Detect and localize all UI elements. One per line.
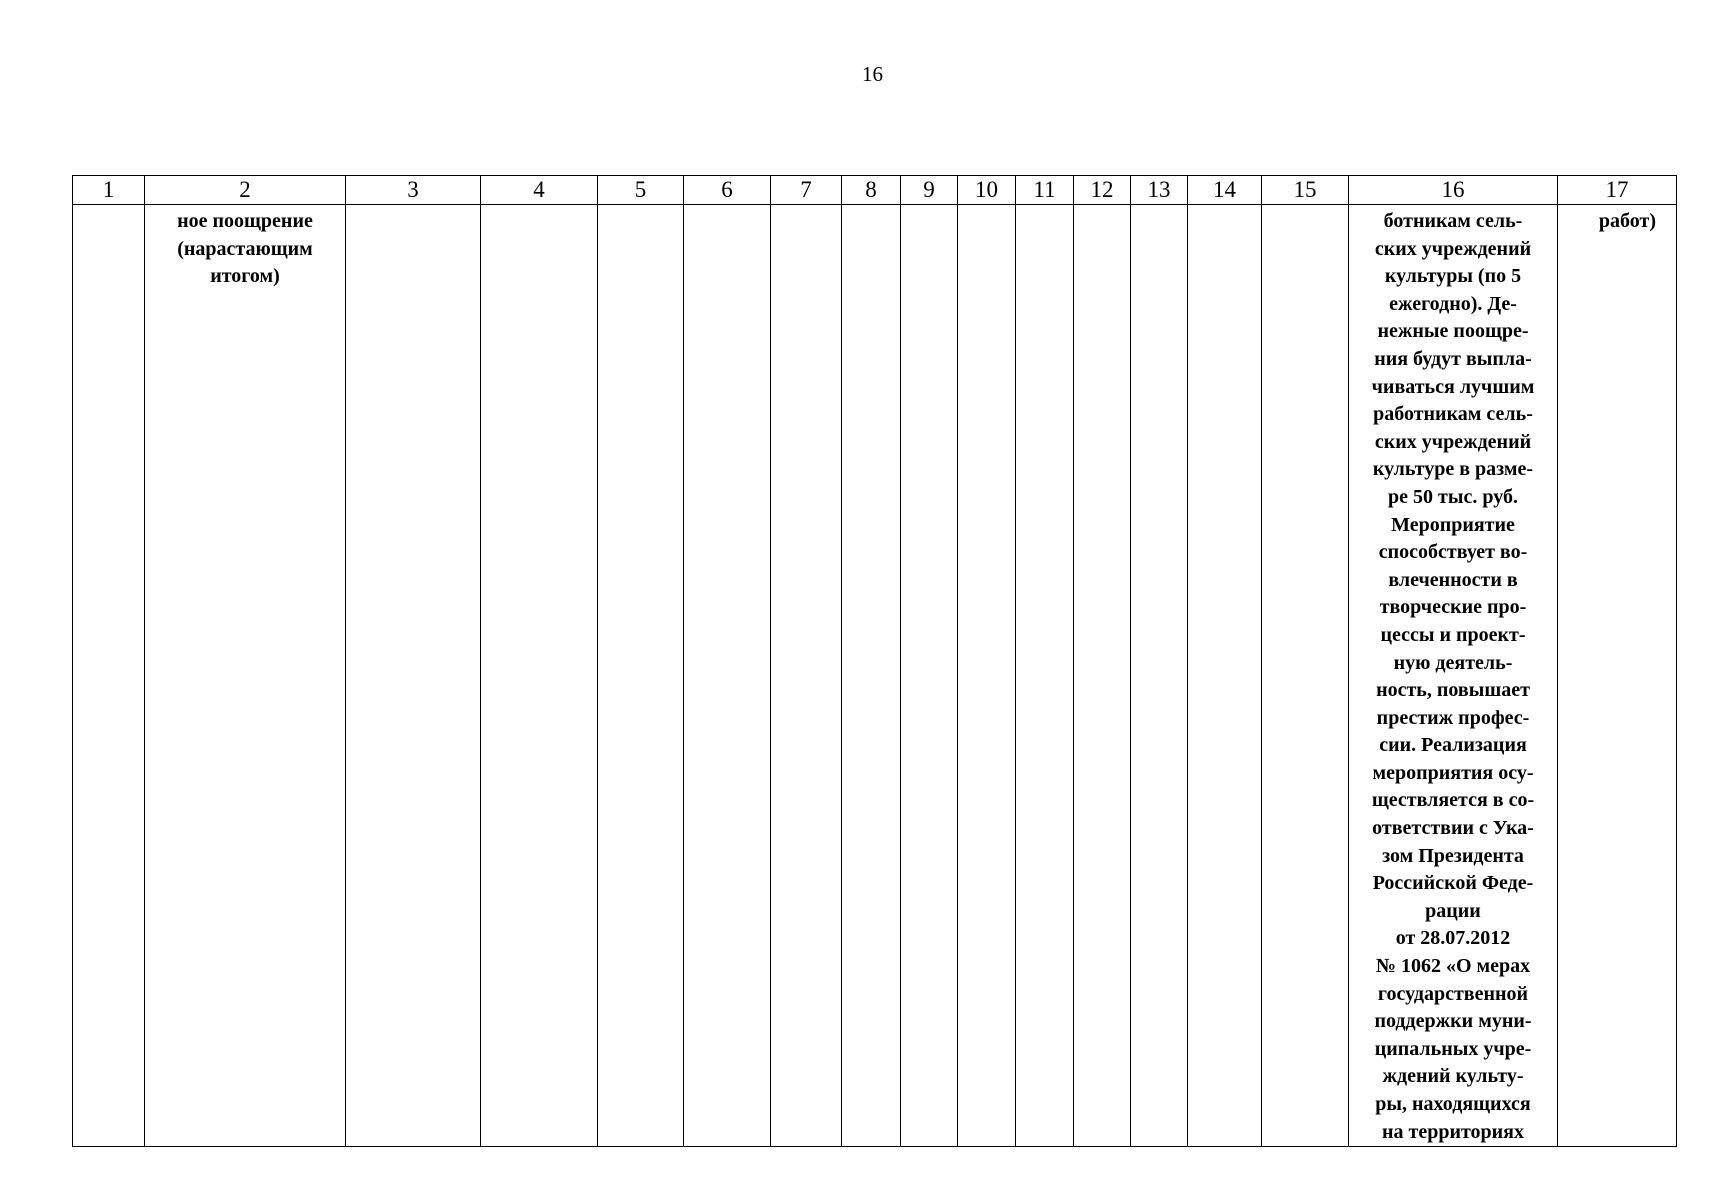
column-header-6: 6 <box>684 176 771 205</box>
cell-col4-text <box>481 205 597 208</box>
column-header-3: 3 <box>346 176 481 205</box>
table-row <box>73 205 1677 1147</box>
column-header-12: 12 <box>1074 176 1131 205</box>
data-table <box>72 175 1677 1147</box>
cell-col11-text <box>1016 205 1073 208</box>
column-header-2: 2 <box>145 176 346 205</box>
column-header-14: 14 <box>1188 176 1262 205</box>
cell-col7-text <box>771 205 841 208</box>
cell-col3 <box>346 205 481 1147</box>
cell-col16 <box>1349 205 1558 1147</box>
column-header-5: 5 <box>598 176 684 205</box>
cell-col17-text: работ) <box>1598 210 1656 232</box>
cell-col17 <box>1558 205 1677 1147</box>
cell-col16-text: ботникам сель- ских учреждений культуры (по 5 ежегодно). Де- нежные поощре- ния будут выпла- чиваться лучшим работникам сель- ских учреждений культуре в разме- ре 50 тыс. руб. Мероприятие способствует во- влеченности в творческие про- цессы и проект- ную деятель- ность, повышает престиж профес- сии. Реализация мероприятия осу- ществляется в со- ответствии с Ука- зом Президента Российской Феде- рации от 28.07.2012 № 1062 «О мерах государственной поддержки муни- ципальных учре- ждений культу- ры, находящихся на территориях <box>1371 210 1535 1143</box>
column-header-16: 16 <box>1349 176 1558 205</box>
column-header-9: 9 <box>901 176 958 205</box>
column-header-4: 4 <box>481 176 598 205</box>
cell-col9 <box>901 205 958 1147</box>
cell-col14-text <box>1188 205 1261 208</box>
cell-col10-text <box>958 205 1015 208</box>
cell-col1 <box>73 205 145 1147</box>
page-number: 16 <box>862 62 883 86</box>
cell-col1-text <box>73 205 144 208</box>
cell-col2-text: ное поощрение (нарастающим итогом) <box>177 210 313 288</box>
column-header-17: 17 <box>1558 176 1677 205</box>
cell-col13-text <box>1131 205 1187 208</box>
cell-col13 <box>1131 205 1188 1147</box>
cell-col9-text <box>901 205 957 208</box>
cell-col15 <box>1262 205 1349 1147</box>
column-header-10: 10 <box>958 176 1016 205</box>
cell-col8-text <box>842 205 900 208</box>
cell-col5 <box>598 205 684 1147</box>
cell-col14 <box>1188 205 1262 1147</box>
column-header-13: 13 <box>1131 176 1188 205</box>
cell-col6 <box>684 205 771 1147</box>
cell-col6-text <box>684 205 770 208</box>
cell-col3-text <box>346 205 480 208</box>
cell-col15-text <box>1262 205 1348 208</box>
column-header-15: 15 <box>1262 176 1349 205</box>
cell-col7 <box>771 205 842 1147</box>
cell-col4 <box>481 205 598 1147</box>
column-header-11: 11 <box>1016 176 1074 205</box>
cell-col11 <box>1016 205 1074 1147</box>
cell-col2 <box>145 205 346 1147</box>
table-header-row <box>73 176 1677 205</box>
cell-col12 <box>1074 205 1131 1147</box>
column-header-1: 1 <box>73 176 145 205</box>
column-header-7: 7 <box>771 176 842 205</box>
cell-col5-text <box>598 205 683 208</box>
cell-col10 <box>958 205 1016 1147</box>
cell-col8 <box>842 205 901 1147</box>
column-header-8: 8 <box>842 176 901 205</box>
cell-col12-text <box>1074 205 1130 208</box>
